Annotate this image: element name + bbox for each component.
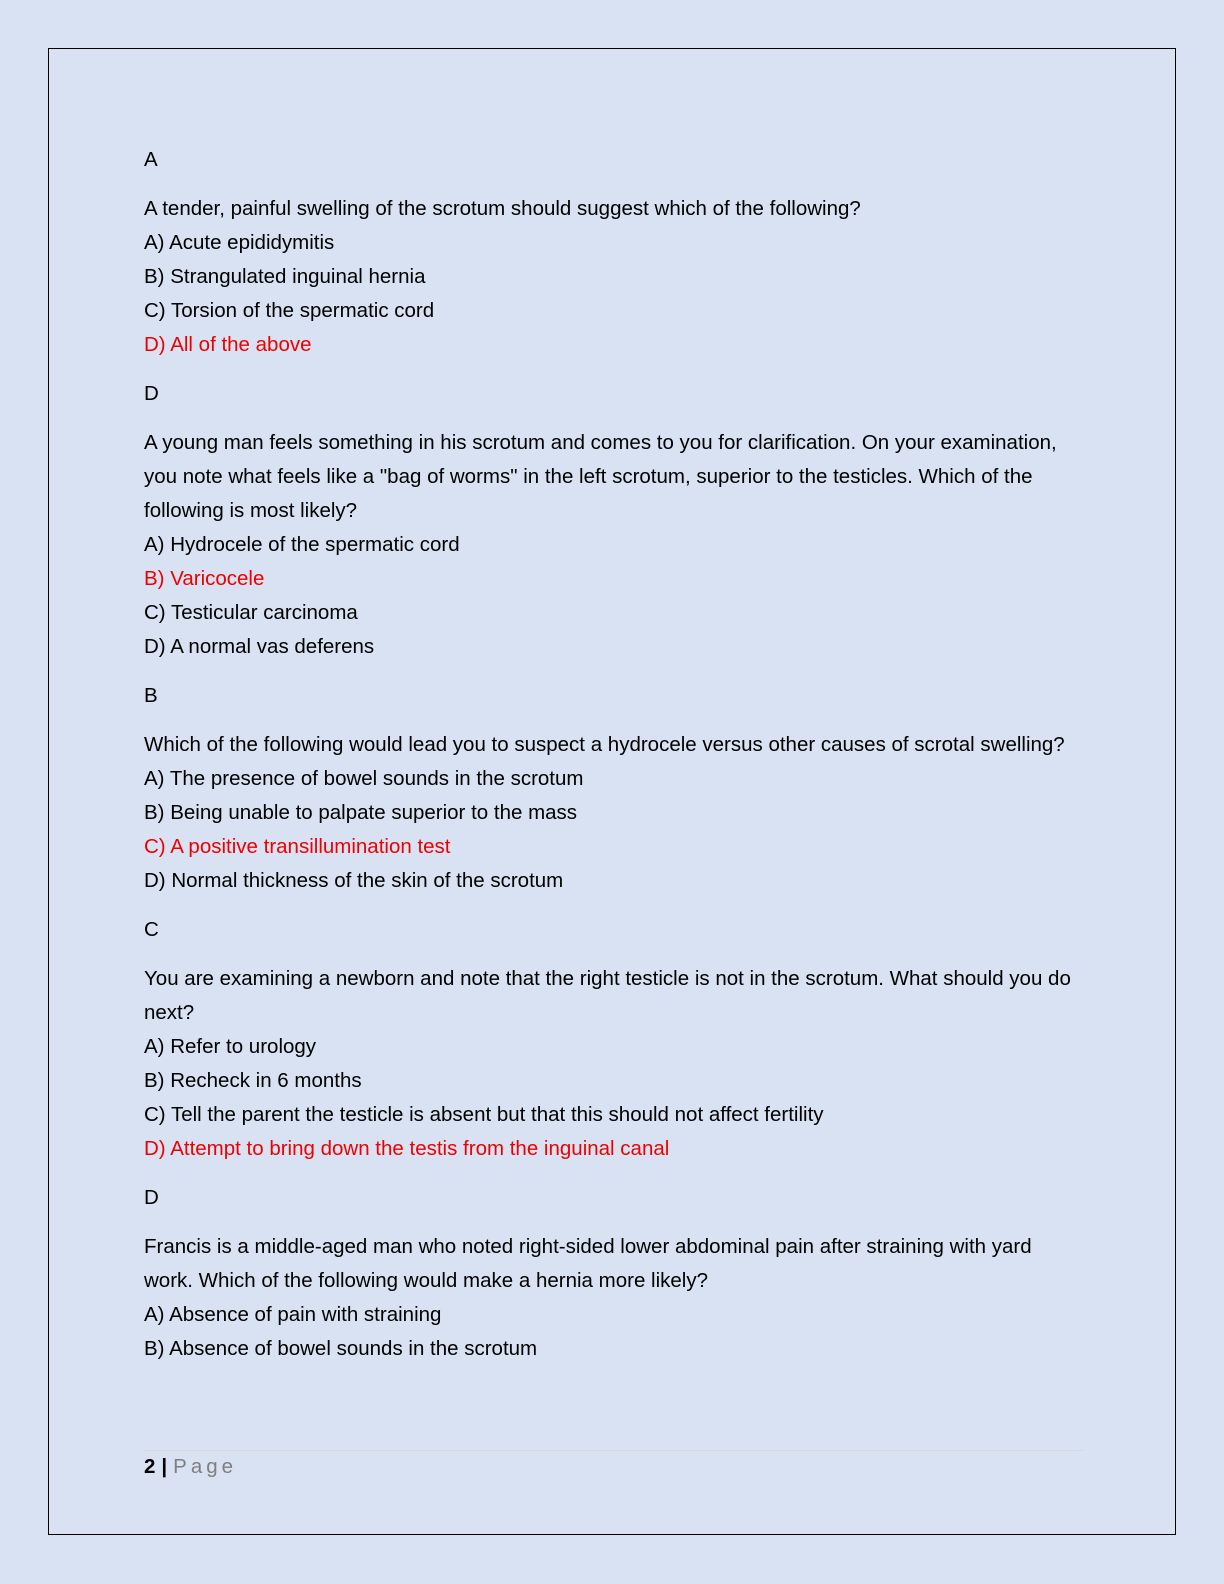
answer-key: B (144, 684, 158, 707)
answer-key: A (144, 148, 158, 171)
answer-option: C) Tell the parent the testicle is absent but that this should not affect fertility (144, 1103, 824, 1126)
answer-option: A) Refer to urology (144, 1035, 317, 1058)
correct-answer-option: D) All of the above (144, 333, 312, 356)
answer-option: A) The presence of bowel sounds in the scrotum (144, 767, 584, 790)
page-number: 2 (144, 1455, 156, 1478)
question-text: Francis is a middle-aged man who noted right-sided lower abdominal pain after straining with yard work. Which of the following would make a hernia more likely? (144, 1235, 1032, 1292)
document-body (144, 143, 1084, 1381)
question-text: A young man feels something in his scrotum and comes to you for clarification. On your examination, you note what feels like a "bag of worms" in the left scrotum, superior to the testicles. Which of the following is most likely? (144, 431, 1057, 522)
answer-option: B) Recheck in 6 months (144, 1069, 362, 1092)
correct-answer-option: D) Attempt to bring down the testis from the inguinal canal (144, 1137, 670, 1160)
question-block (144, 728, 1084, 898)
question-block (144, 192, 1084, 362)
answer-option: C) Torsion of the spermatic cord (144, 299, 435, 322)
answer-key: D (144, 1186, 159, 1209)
answer-option: A) Hydrocele of the spermatic cord (144, 533, 460, 556)
question-block (144, 426, 1084, 664)
question-text: You are examining a newborn and note that the right testicle is not in the scrotum. What should you do next? (144, 967, 1071, 1024)
answer-option: D) A normal vas deferens (144, 635, 375, 658)
answer-option: A) Absence of pain with straining (144, 1303, 442, 1326)
answer-option: B) Being unable to palpate superior to the mass (144, 801, 578, 824)
question-block (144, 1230, 1084, 1366)
question-block (144, 962, 1084, 1166)
answer-option: B) Absence of bowel sounds in the scrotum (144, 1337, 538, 1360)
answer-option: B) Strangulated inguinal hernia (144, 265, 426, 288)
footer-divider (144, 1450, 1084, 1451)
correct-answer-option: C) A positive transillumination test (144, 835, 451, 858)
answer-key: D (144, 382, 159, 405)
answer-option: A) Acute epididymitis (144, 231, 335, 254)
page-footer (144, 1452, 237, 1482)
answer-option: C) Testicular carcinoma (144, 601, 358, 624)
question-text: A tender, painful swelling of the scrotum should suggest which of the following? (144, 197, 861, 220)
question-text: Which of the following would lead you to suspect a hydrocele versus other causes of scrotal swelling? (144, 733, 1065, 756)
answer-option: D) Normal thickness of the skin of the scrotum (144, 869, 564, 892)
answer-key: C (144, 918, 159, 941)
footer-separator: | (161, 1455, 168, 1478)
correct-answer-option: B) Varicocele (144, 567, 265, 590)
page-label: Page (173, 1455, 238, 1478)
